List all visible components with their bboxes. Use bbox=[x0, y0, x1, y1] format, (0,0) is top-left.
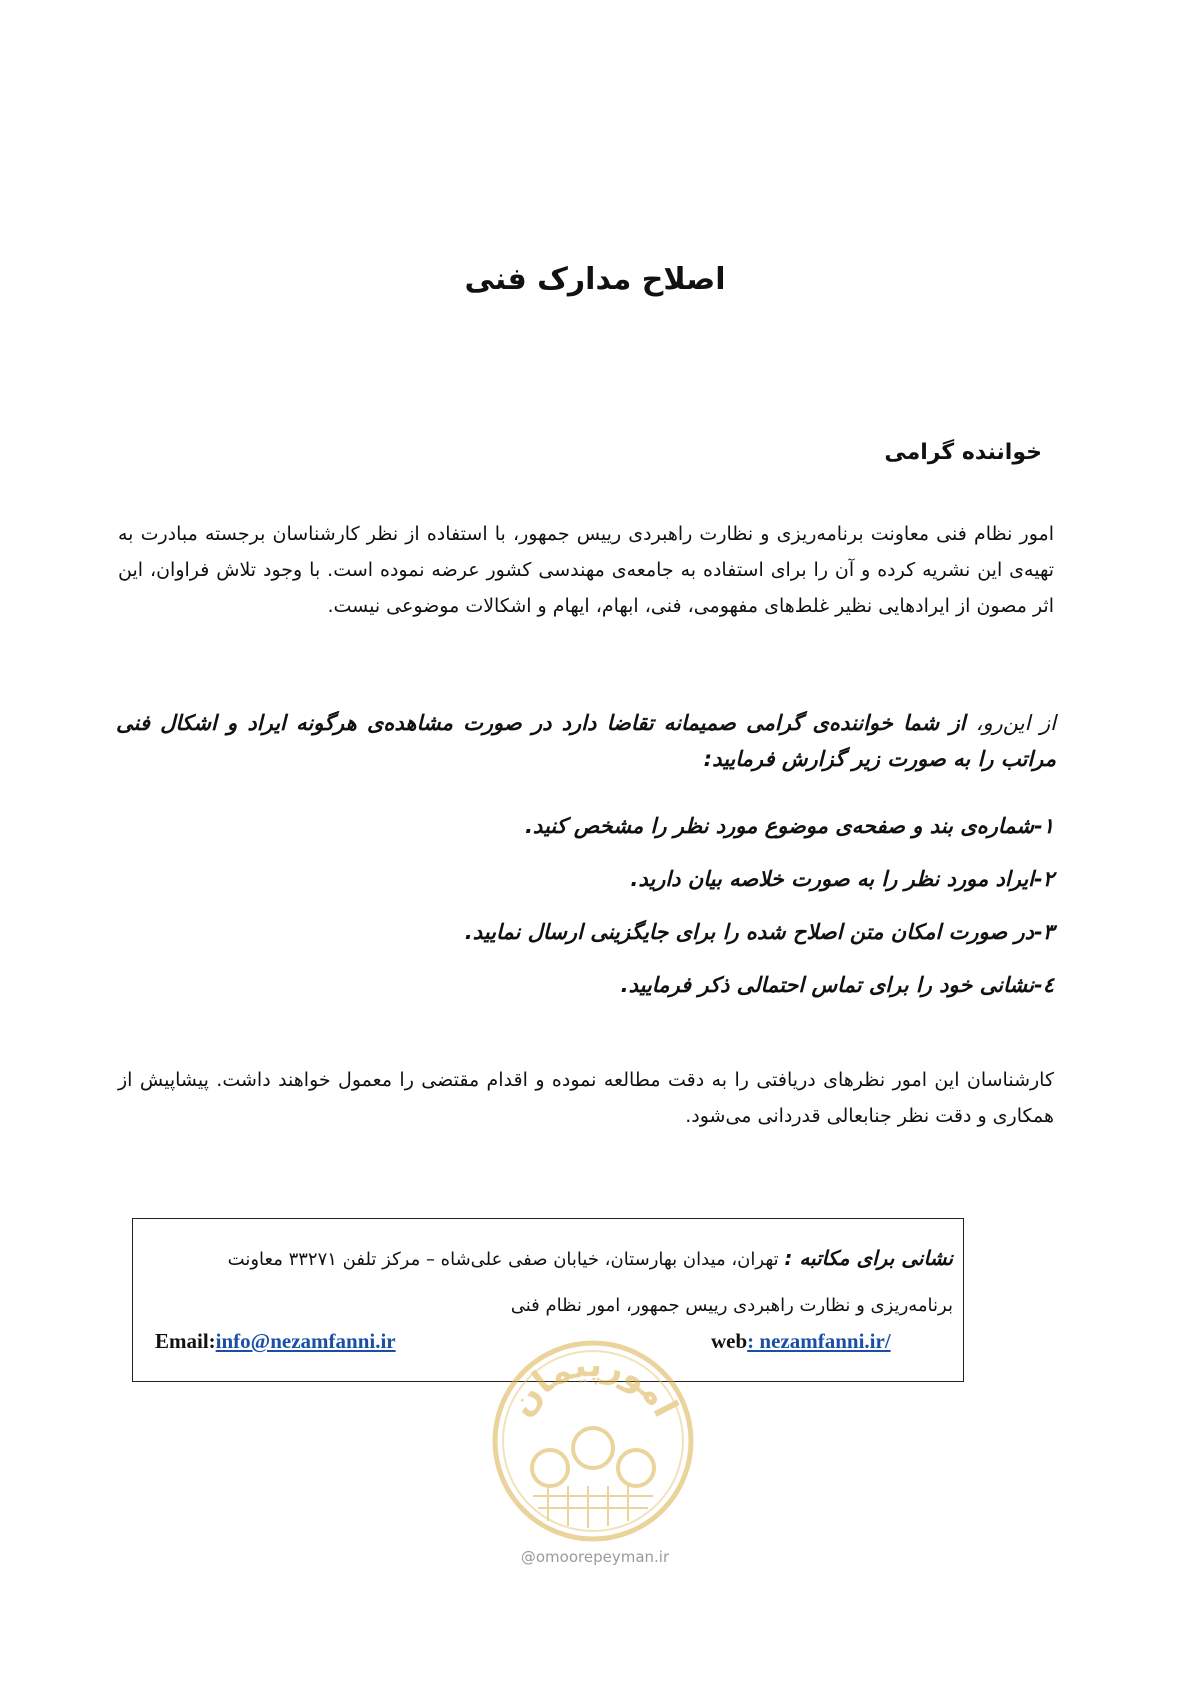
address-label: نشانی برای مکاتبه : bbox=[784, 1246, 953, 1270]
instruction-item: ٤-نشانی خود را برای تماس احتمالی ذکر فرمایید. bbox=[620, 973, 1054, 997]
greeting-heading: خواننده گرامی bbox=[884, 440, 1042, 465]
instruction-item: ۳-در صورت امکان متن اصلاح شده را برای جایگزینی ارسال نمایید. bbox=[464, 920, 1054, 944]
watermark-caption: @omoorepeyman.ir bbox=[520, 1548, 670, 1566]
intro-paragraph: امور نظام فنی معاونت برنامه‌ریزی و نظارت راهبردی رییس جمهور، با استفاده از نظر کارشناسان برجسته مبادرت به تهیه‌ی این نشریه کرده و آن را برای استفاده به جامعه‌ی مهندسی کشور عرضه نموده است. با وجود تلاش فراوان، این اثر مصون از ایرادهایی نظیر غلط‌های مفهومی، فنی، ابهام، ایهام و اشکالات موضوعی نیست. bbox=[118, 523, 1054, 617]
email-link[interactable]: info@nezamfanni.ir bbox=[215, 1329, 396, 1353]
svg-text:امورپیمان bbox=[501, 1345, 685, 1424]
instruction-list bbox=[254, 808, 1054, 1020]
watermark-logo bbox=[488, 1336, 698, 1546]
web-line bbox=[711, 1329, 891, 1354]
address-text-block bbox=[153, 1235, 953, 1329]
request-paragraph bbox=[116, 705, 1056, 777]
closing-paragraph: کارشناسان این امور نظرهای دریافتی را به دقت مطالعه نموده و اقدام مقتضی را معمول خواهند داشت. پیشاپیش از همکاری و دقت نظر جنابعالی قدردانی می‌شود. bbox=[118, 1069, 1054, 1127]
request-lead: از این‌رو، bbox=[975, 711, 1056, 735]
email-line bbox=[155, 1329, 396, 1354]
web-link[interactable]: : nezamfanni.ir/ bbox=[747, 1329, 891, 1353]
instruction-item: ۲-ایراد مورد نظر را به صورت خلاصه بیان دارید. bbox=[630, 867, 1054, 891]
instruction-item: ۱-شماره‌ی بند و صفحه‌ی موضوع مورد نظر را مشخص کنید. bbox=[524, 814, 1054, 838]
watermark-logo-text: امورپیمان bbox=[501, 1344, 686, 1424]
web-label: web bbox=[711, 1329, 748, 1353]
email-label: Email: bbox=[155, 1329, 216, 1353]
page-title: اصلاح مدارک فنی bbox=[464, 262, 726, 297]
address-value: تهران، میدان بهارستان، خیابان صفی علی‌شاه – مرکز تلفن ۳۳۲۷۱ معاونت برنامه‌ریزی و نظارت راهبردی رییس جمهور، امور نظام فنی bbox=[227, 1249, 953, 1316]
request-text: از شما خواننده‌ی گرامی صمیمانه تقاضا دارد در صورت مشاهده‌ی هرگونه ایراد و اشکال فنی مراتب را به صورت زیر گزارش فرمایید: bbox=[116, 711, 1056, 771]
